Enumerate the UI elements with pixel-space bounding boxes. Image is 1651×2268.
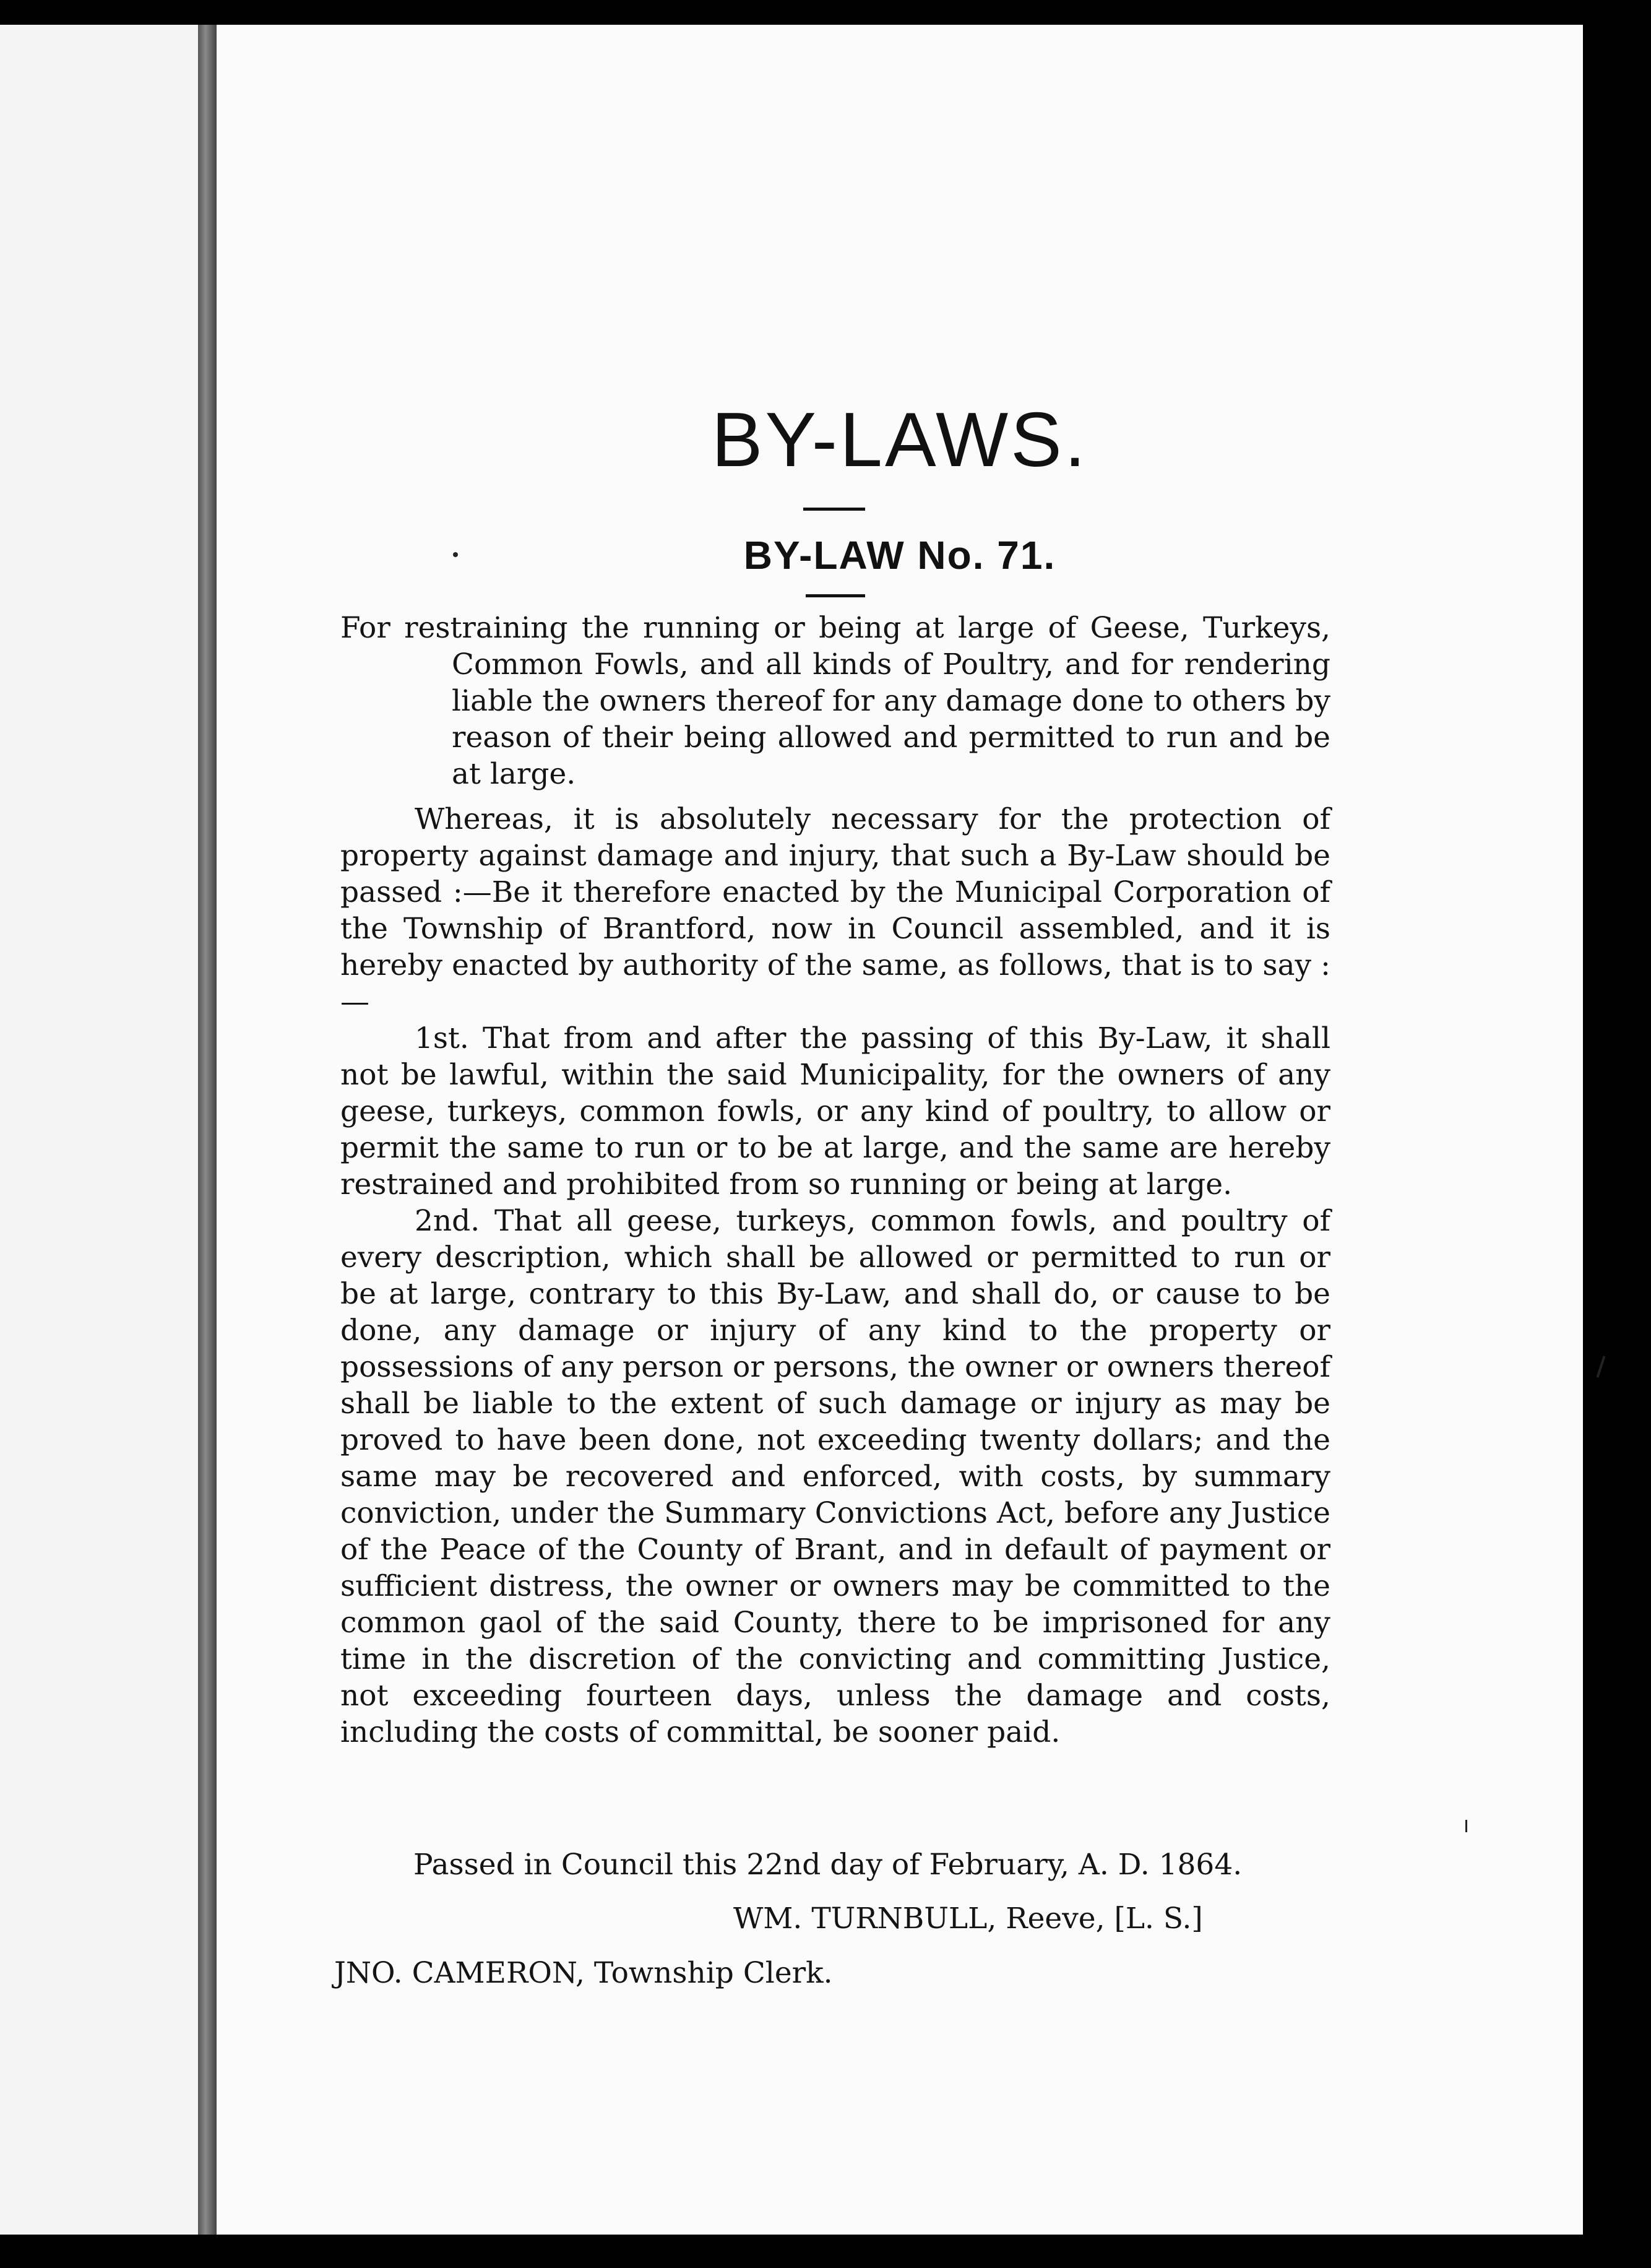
whereas-paragraph: Whereas, it is absolutely necessary for the protection of property against damage and injury, that such a By-Law should be passed :—Be it therefore enacted by the Municipal Corporation of the Township of Brantford, now in Council assembled, and it is hereby enacted by authority of the same, as follows, that is to say :— bbox=[340, 802, 1330, 1019]
page-heading: BY-LAWS. bbox=[711, 397, 1088, 483]
bylaw-preamble: For restraining the running or being at large of Geese, Turkeys, Common Fowls, and all kinds of Poultry, and for rendering liable the owners thereof for any damage done to others by reason of their being allowed and permitted to run and be at large. bbox=[340, 611, 1330, 791]
bylaw-body bbox=[340, 610, 1330, 1751]
scan-mark bbox=[1465, 1820, 1467, 1832]
passed-date: Passed in Council this 22nd day of February, A. D. 1864. bbox=[413, 1848, 1243, 1882]
book-spine bbox=[198, 25, 217, 2235]
subtitle-divider bbox=[806, 594, 865, 597]
reeve-signature: WM. TURNBULL, Reeve, [L. S.] bbox=[733, 1902, 1203, 1936]
clerk-signature: JNO. CAMERON, Township Clerk. bbox=[334, 1956, 833, 1990]
bylaw-number: BY-LAW No. 71. bbox=[743, 533, 1056, 578]
second-clause: 2nd. That all geese, turkeys, common fowls, and poultry of every description, which shall be allowed or permitted to run or be at large, contrary to this By-Law, and shall do, or cause to be done, any damage or injury of any kind to the property or possessions of any person or persons, the owner or owners thereof shall be liable to the extent of such damage or injury as may be proved to have been done, not exceeding twenty dollars; and the same may be recovered and enforced, with costs, by summary conviction, under the Summary Convictions Act, before any Justice of the Peace of the County of Brant, and in default of payment or sufficient distress, the owner or owners may be committed to the common gaol of the said County, there to be imprisoned for any time in the discretion of the convicting and committing Justice, not exceeding fourteen days, unless the damage and costs, including the costs of committal, be sooner paid. bbox=[340, 1204, 1330, 1749]
left-page-edge bbox=[0, 25, 198, 2235]
first-clause: 1st. That from and after the passing of this By-Law, it shall not be lawful, within the said Municipality, for the owners of any geese, turkeys, common fowls, or any kind of poultry, to allow or permit the same to run or to be at large, and the same are hereby restrained and prohibited from so running or being at large. bbox=[340, 1021, 1330, 1201]
heading-divider bbox=[803, 508, 865, 511]
